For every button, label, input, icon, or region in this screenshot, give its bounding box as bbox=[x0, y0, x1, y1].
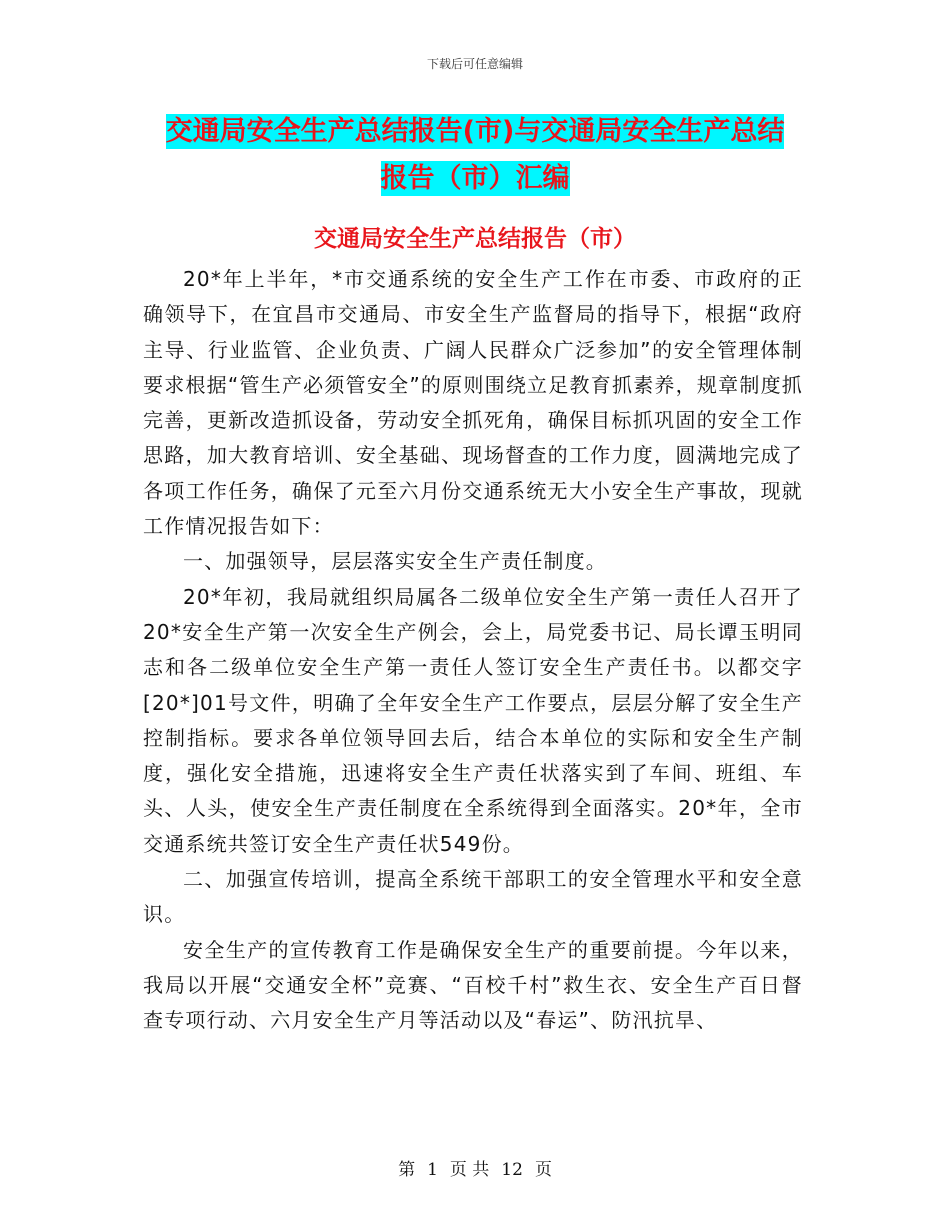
footer-suffix: 页 bbox=[534, 1160, 552, 1180]
footer-middle: 页 共 bbox=[449, 1160, 490, 1180]
footer-page-number: 1 bbox=[427, 1160, 438, 1180]
footer-prefix: 第 bbox=[398, 1160, 416, 1180]
paragraph-heading-2: 二、加强宣传培训，提高全系统干部职工的安全管理水平和安全意识。 bbox=[143, 867, 803, 927]
footer-total-pages: 12 bbox=[501, 1160, 523, 1180]
document-title bbox=[145, 108, 805, 202]
paragraph-intro: 20*年上半年，*市交通系统的安全生产工作在市委、市政府的正确领导下，在宜昌市交通局、市安全生产监督局的指导下，根据“政府主导、行业监管、企业负责、广阔人民群众广泛参加”的安全管理体制要求根据“管生产必须管安全”的原则围绕立足教育抓素养，规章制度抓完善，更新改造抓设备，劳动安全抓死角，确保目标抓巩固的安全工作思路，加大教育培训、安全基础、现场督查的工作力度，圆满地完成了各项工作任务，确保了元至六月份交通系统无大小安全生产事故，现就工作情况报告如下： bbox=[143, 267, 803, 539]
document-title-line-1: 交通局安全生产总结报告(市)与交通局安全生产总结 bbox=[165, 116, 785, 147]
page-footer bbox=[0, 1155, 950, 1180]
section-title: 交通局安全生产总结报告（市） bbox=[314, 226, 636, 252]
document-body bbox=[143, 262, 803, 1039]
paragraph-training: 安全生产的宣传教育工作是确保安全生产的重要前提。今年以来，我局以开展“交通安全杯”竞赛、“百校千村”救生衣、安全生产百日督查专项行动、六月安全生产月等活动以及“春运”、防汛抗旱、 bbox=[143, 937, 803, 1033]
paragraph-heading-1: 一、加强领导，层层落实安全生产责任制度。 bbox=[183, 549, 607, 574]
paragraph-responsibility: 20*年初，我局就组织局属各二级单位安全生产第一责任人召开了20*安全生产第一次安全生产例会，会上，局党委书记、局长谭玉明同志和各二级单位安全生产第一责任人签订安全生产责任书。以都交字[20*]01号文件，明确了全年安全生产工作要点，层层分解了安全生产控制指标。要求各单位领导回去后，结合本单位的实际和安全生产制度，强化安全措施，迅速将安全生产责任状落实到了车间、班组、车头、人头，使安全生产责任制度在全系统得到全面落实。20*年，全市交通系统共签订安全生产责任状549份。 bbox=[143, 584, 803, 856]
document-title-line-2: 报告（市）汇编 bbox=[380, 163, 570, 194]
page-header-note: 下载后可任意编辑 bbox=[426, 57, 523, 71]
